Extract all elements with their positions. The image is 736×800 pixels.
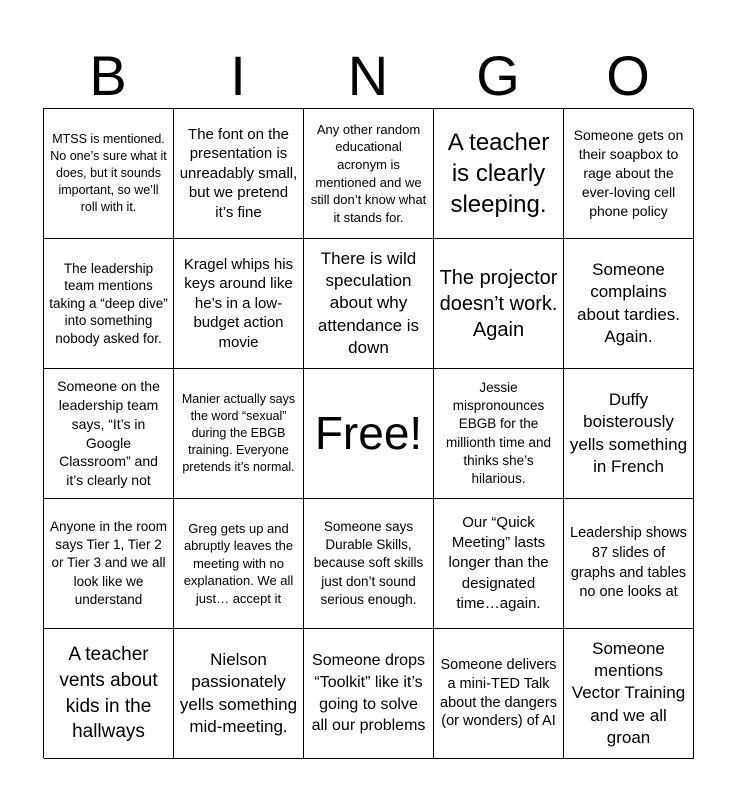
bingo-cell[interactable] [434,369,564,499]
cell-text: Someone complains about tardies. Again. [576,260,680,346]
bingo-cell[interactable] [174,629,304,759]
cell-text: The projector doesn’t work. Again [439,266,558,341]
bingo-cell[interactable] [564,239,694,369]
bingo-cell[interactable] [304,239,434,369]
cell-text: Nielson passionately yells something mid-meeting. [179,650,298,736]
cell-text: Manier actually says the word “sexual” during the EBGB training. Everyone pretends it’s normal. [181,392,296,474]
cell-text: The font on the presentation is unreadably small, but we pretend it’s fine [179,125,298,221]
cell-text: There is wild speculation about why attendance is down [317,249,420,357]
cell-text: Jessie mispronounces EBGB for the millionth time and thinks she’s hilarious. [445,379,552,486]
bingo-cell[interactable] [304,499,434,629]
bingo-cell[interactable] [174,239,304,369]
cell-text: Someone mentions Vector Training and we all groan [571,639,686,747]
cell-text: Anyone in the room says Tier 1, Tier 2 or Tier 3 and we all look like we understand [49,518,168,607]
cell-text: A teacher vents about kids in the hallways [59,644,158,743]
bingo-cell[interactable] [434,109,564,239]
header-letter-n: N [347,44,389,107]
header-letter-g: G [476,44,520,107]
cell-text: MTSS is mentioned. No one’s sure what it does, but it sounds important, so we’ll roll with it. [50,132,167,214]
bingo-header [43,44,693,108]
bingo-cell[interactable] [44,629,174,759]
bingo-grid [43,108,693,758]
bingo-cell[interactable] [304,109,434,239]
bingo-cell[interactable] [174,369,304,499]
bingo-cell[interactable] [174,109,304,239]
cell-text: Someone on the leadership team says, “It’s in Google Classroom” and it’s clearly not [57,377,160,489]
cell-text: Duffy boisterously yells something in French [569,390,688,476]
bingo-cell[interactable] [564,109,694,239]
bingo-cell[interactable] [564,499,694,629]
cell-text: Someone gets on their soapbox to rage about the ever-loving cell phone policy [573,127,684,219]
bingo-cell[interactable] [304,629,434,759]
bingo-cell[interactable] [44,239,174,369]
bingo-cell[interactable] [44,109,174,239]
free-space[interactable] [304,369,434,499]
header-letter-b: B [89,44,127,107]
cell-text: Kragel whips his keys around like he’s in a low-budget action movie [183,255,294,351]
bingo-cell[interactable] [434,629,564,759]
bingo-cell[interactable] [434,239,564,369]
cell-text: The leadership team mentions taking a “deep dive” into something nobody asked for. [49,260,168,346]
cell-text: A teacher is clearly sleeping. [447,128,550,219]
cell-text: Someone drops “Toolkit” like it’s going to solve all our problems [311,652,426,735]
header-letter-i: I [230,44,246,107]
cell-text: Our “Quick Meeting” lasts longer than the designated time…again. [448,513,549,612]
bingo-cell[interactable] [434,499,564,629]
free-space-text: Free! [314,407,423,460]
cell-text: Someone delivers a mini-TED Talk about the dangers (or wonders) of AI [440,656,557,730]
cell-text: Any other random educational acronym is mentioned and we still don’t know what it stands for. [310,121,427,225]
cell-text: Someone says Durable Skills, because soft skills just don’t sound serious enough. [313,518,424,607]
cell-text: Leadership shows 87 slides of graphs and tables no one looks at [570,525,687,601]
bingo-cell[interactable] [564,369,694,499]
cell-text: Greg gets up and abruptly leaves the meeting with no explanation. We all just… accept it [183,520,294,606]
bingo-cell[interactable] [44,499,174,629]
bingo-cell[interactable] [564,629,694,759]
bingo-cell[interactable] [174,499,304,629]
bingo-cell[interactable] [44,369,174,499]
header-letter-o: O [606,44,650,107]
